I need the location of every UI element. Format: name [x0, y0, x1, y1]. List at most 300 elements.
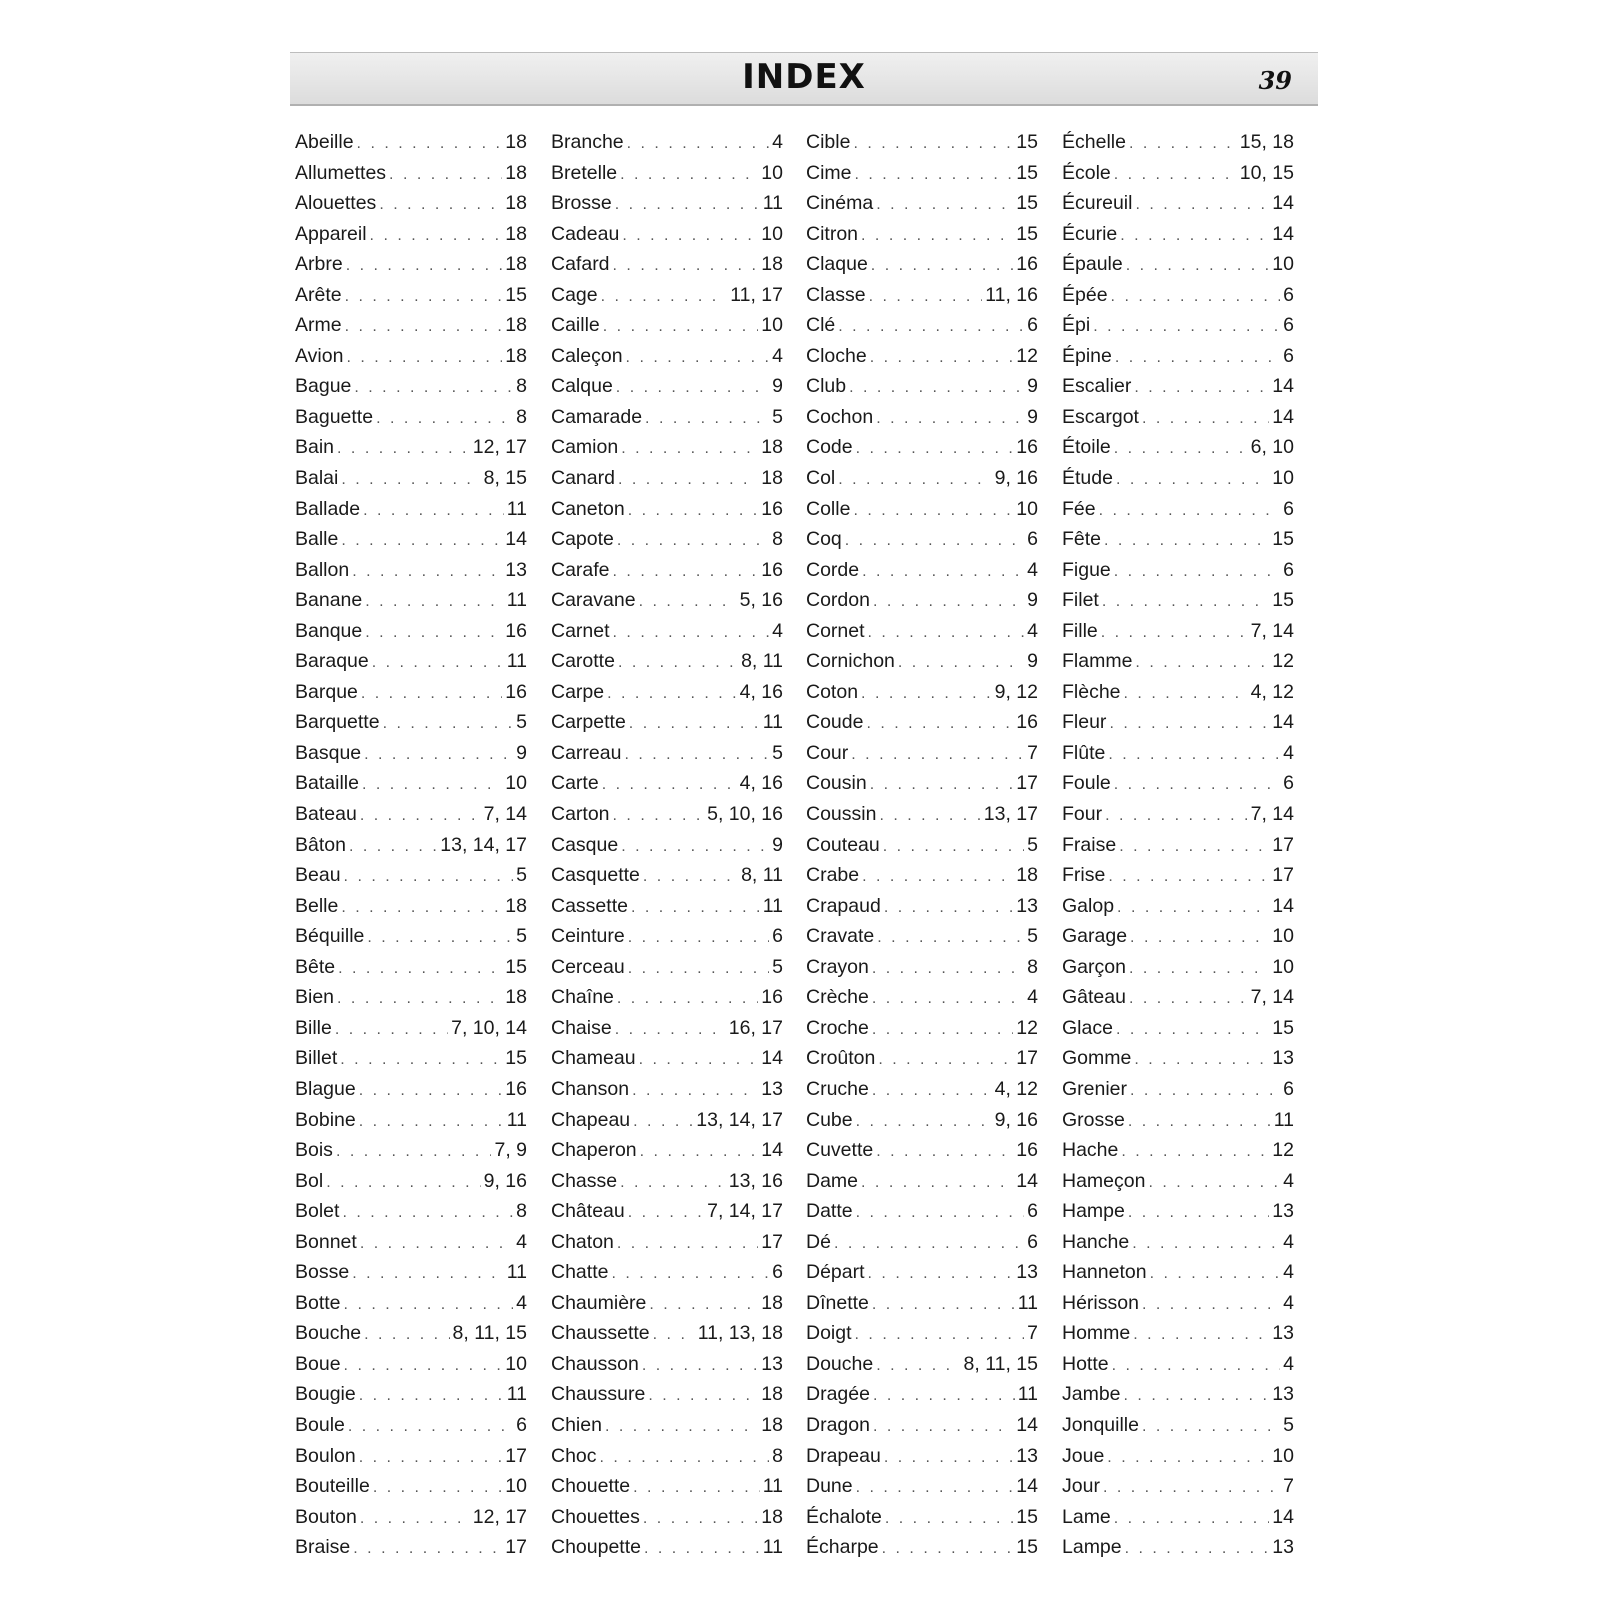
index-term: Alouettes	[295, 192, 377, 215]
index-entry	[295, 895, 527, 926]
index-term: Casque	[551, 833, 619, 856]
dot-leader	[1129, 135, 1237, 153]
index-entry	[551, 1322, 783, 1353]
dot-leader	[845, 532, 1024, 550]
index-page-refs: 14	[1016, 1475, 1038, 1498]
index-entry	[551, 162, 783, 193]
dot-leader	[1101, 624, 1248, 642]
index-entry	[1062, 1383, 1294, 1414]
index-entry	[1062, 192, 1294, 223]
index-entry	[806, 253, 1038, 284]
index-entry	[806, 1506, 1038, 1537]
dot-leader	[1124, 1387, 1270, 1405]
index-entry	[551, 498, 783, 529]
dot-leader	[389, 166, 502, 184]
index-page-refs: 9, 16	[994, 1108, 1038, 1131]
index-entry	[295, 803, 527, 834]
dot-leader	[346, 349, 502, 367]
index-term: Carpe	[551, 680, 605, 703]
index-page-refs: 16	[761, 986, 783, 1009]
index-entry	[806, 1414, 1038, 1445]
dot-leader	[1105, 807, 1248, 825]
index-entry	[1062, 131, 1294, 162]
index-page-refs: 16	[505, 619, 527, 642]
dot-leader	[340, 1051, 502, 1069]
index-entry	[806, 559, 1038, 590]
index-entry	[551, 864, 783, 895]
dot-leader	[1114, 776, 1280, 794]
dot-leader	[1129, 960, 1269, 978]
index-page-refs: 16	[505, 1077, 527, 1100]
index-term: Gomme	[1062, 1047, 1132, 1070]
dot-leader	[1134, 379, 1269, 397]
index-page-refs: 10	[1272, 955, 1294, 978]
index-page-refs: 14	[1272, 711, 1294, 734]
index-term: Allumettes	[295, 161, 387, 184]
index-page-refs: 13	[505, 558, 527, 581]
index-term: Arête	[295, 283, 342, 306]
dot-leader	[1121, 1143, 1269, 1161]
index-term: Hérisson	[1062, 1291, 1139, 1314]
index-entry	[806, 345, 1038, 376]
index-page-refs: 8	[772, 528, 783, 551]
dot-leader	[1112, 1357, 1281, 1375]
index-term: Cloche	[806, 344, 867, 367]
index-page-refs: 9	[772, 833, 783, 856]
index-term: Bol	[295, 1169, 324, 1192]
dot-leader	[336, 1143, 492, 1161]
dot-leader	[1142, 410, 1269, 428]
index-entry	[806, 956, 1038, 987]
index-entry	[295, 1322, 527, 1353]
index-term: Cafard	[551, 253, 610, 276]
index-entry	[1062, 1322, 1294, 1353]
index-term: Hotte	[1062, 1352, 1109, 1375]
index-entry	[806, 192, 1038, 223]
index-entry	[806, 1231, 1038, 1262]
index-term: Bosse	[295, 1261, 350, 1284]
dot-leader	[1099, 502, 1281, 520]
index-term: Chanson	[551, 1077, 630, 1100]
index-term: Cornet	[806, 619, 865, 642]
index-page-refs: 15	[1016, 1505, 1038, 1528]
index-page-refs: 13	[1016, 1261, 1038, 1284]
index-term: Caleçon	[551, 344, 623, 367]
index-entry	[1062, 1200, 1294, 1231]
index-page-refs: 11	[1017, 1383, 1038, 1406]
index-term: Croûton	[806, 1047, 876, 1070]
index-term: Crèche	[806, 986, 869, 1009]
index-page-refs: 4, 16	[739, 680, 783, 703]
dot-leader	[643, 1510, 758, 1528]
index-entry	[551, 375, 783, 406]
index-page-refs: 4	[772, 131, 783, 153]
index-page-refs: 18	[505, 344, 527, 367]
index-entry	[1062, 528, 1294, 559]
dot-leader	[633, 1479, 760, 1497]
dot-leader	[346, 257, 503, 275]
index-entry	[551, 711, 783, 742]
index-term: Ballade	[295, 497, 361, 520]
index-entry	[295, 1200, 527, 1231]
dot-leader	[1114, 166, 1237, 184]
index-entry	[295, 375, 527, 406]
index-entry	[806, 162, 1038, 193]
index-term: Bateau	[295, 803, 357, 826]
dot-leader	[871, 257, 1014, 275]
index-term: Douche	[806, 1352, 874, 1375]
index-page-refs: 18	[505, 222, 527, 245]
index-page-refs: 17	[761, 1230, 783, 1253]
index-page-refs: 6	[1283, 772, 1294, 795]
index-entry	[806, 834, 1038, 865]
index-entry	[295, 223, 527, 254]
index-entry	[295, 1383, 527, 1414]
index-term: Fée	[1062, 497, 1096, 520]
index-entry	[1062, 742, 1294, 773]
dot-leader	[644, 1540, 760, 1558]
dot-leader	[360, 1235, 513, 1253]
dot-leader	[884, 1449, 1013, 1467]
index-term: Canard	[551, 467, 615, 490]
index-term: Jambe	[1062, 1383, 1121, 1406]
index-term: Coton	[806, 680, 859, 703]
index-entry	[806, 1261, 1038, 1292]
index-page-refs: 8, 11, 15	[452, 1322, 527, 1345]
index-page-refs: 4, 16	[739, 772, 783, 795]
index-page-refs: 10	[1016, 497, 1038, 520]
dot-leader	[620, 166, 758, 184]
index-term: Chaîne	[551, 986, 614, 1009]
dot-leader	[1130, 1082, 1280, 1100]
index-page-refs: 15	[1272, 1016, 1294, 1039]
index-term: Couteau	[806, 833, 880, 856]
index-term: Hanche	[1062, 1230, 1130, 1253]
index-term: Bataille	[295, 772, 359, 795]
index-page-refs: 17	[505, 1444, 527, 1467]
index-term: Camarade	[551, 405, 643, 428]
index-term: Col	[806, 467, 836, 490]
dot-leader	[1114, 1510, 1270, 1528]
dot-leader	[628, 929, 769, 947]
index-page-refs: 18	[505, 986, 527, 1009]
index-term: Colle	[806, 497, 851, 520]
index-entry	[806, 436, 1038, 467]
index-entry	[1062, 1078, 1294, 1109]
index-entry	[295, 742, 527, 773]
dot-leader	[341, 899, 502, 917]
index-entry	[806, 1017, 1038, 1048]
index-term: Dame	[806, 1169, 859, 1192]
index-term: Lampe	[1062, 1536, 1122, 1559]
dot-leader	[376, 410, 513, 428]
index-term: Coussin	[806, 803, 877, 826]
index-term: Chaussure	[551, 1383, 646, 1406]
index-entry	[806, 1475, 1038, 1506]
dot-leader	[648, 1387, 758, 1405]
index-page-refs: 10	[1272, 253, 1294, 276]
dot-leader	[885, 1510, 1013, 1528]
index-entry	[1062, 1292, 1294, 1323]
dot-leader	[878, 1051, 1013, 1069]
index-page-refs: 4	[1027, 986, 1038, 1009]
dot-leader	[1142, 1418, 1280, 1436]
dot-leader	[615, 1021, 726, 1039]
dot-leader	[365, 593, 504, 611]
dot-leader	[876, 410, 1024, 428]
index-term: Classe	[806, 283, 866, 306]
index-entry	[295, 192, 527, 223]
index-term: Bretelle	[551, 161, 618, 184]
index-page-refs: 4	[1027, 558, 1038, 581]
index-page-refs: 8, 15	[483, 467, 527, 490]
index-page-refs: 12	[1272, 650, 1294, 673]
index-entry	[551, 1353, 783, 1384]
index-page-refs: 6	[1027, 1200, 1038, 1223]
index-entry	[1062, 162, 1294, 193]
dot-leader	[361, 685, 502, 703]
index-term: Caille	[551, 314, 600, 337]
index-entry	[551, 1292, 783, 1323]
index-page-refs: 18	[505, 253, 527, 276]
index-entry	[295, 925, 527, 956]
dot-leader	[342, 1204, 513, 1222]
dot-leader	[849, 379, 1024, 397]
index-term: Crayon	[806, 955, 869, 978]
index-page-refs: 16	[1016, 711, 1038, 734]
index-page-refs: 8	[1027, 955, 1038, 978]
index-term: Carafe	[551, 558, 610, 581]
index-term: Braise	[295, 1536, 351, 1559]
dot-leader	[624, 746, 769, 764]
dot-leader	[877, 929, 1024, 947]
index-term: Belle	[295, 894, 339, 917]
index-term: Calque	[551, 375, 613, 398]
dot-leader	[337, 990, 502, 1008]
index-term: Fleur	[1062, 711, 1107, 734]
index-term: Garage	[1062, 925, 1128, 948]
dot-leader	[856, 1479, 1014, 1497]
dot-leader	[870, 776, 1014, 794]
dot-leader	[883, 838, 1024, 856]
index-entry	[551, 803, 783, 834]
index-entry	[551, 406, 783, 437]
dot-leader	[856, 1113, 992, 1131]
index-entry	[295, 253, 527, 284]
index-page-refs: 11	[506, 1383, 527, 1406]
index-entry	[551, 1475, 783, 1506]
index-term: Bois	[295, 1139, 333, 1162]
dot-leader	[372, 654, 504, 672]
index-term: Chapeau	[551, 1108, 631, 1131]
index-term: Claque	[806, 253, 868, 276]
index-page-refs: 6	[1027, 528, 1038, 551]
dot-leader	[364, 1326, 449, 1344]
index-page-refs: 8	[772, 1444, 783, 1467]
index-term: Ceinture	[551, 925, 625, 948]
dot-leader	[611, 1265, 769, 1283]
index-term: Code	[806, 436, 853, 459]
index-page-refs: 15	[1016, 192, 1038, 215]
index-term: Écurie	[1062, 222, 1118, 245]
dot-leader	[603, 318, 759, 336]
index-term: Carpette	[551, 711, 626, 734]
index-entry	[806, 742, 1038, 773]
index-page-refs: 17	[1016, 772, 1038, 795]
index-term: Escalier	[1062, 375, 1132, 398]
index-column-4	[1062, 131, 1294, 1567]
index-entry	[1062, 772, 1294, 803]
index-entry	[295, 956, 527, 987]
dot-leader	[876, 1143, 1013, 1161]
index-term: Échelle	[1062, 131, 1126, 153]
index-page-refs: 6	[772, 1261, 783, 1284]
index-term: Chouette	[551, 1475, 631, 1498]
index-page-refs: 7, 14	[1250, 803, 1294, 826]
index-term: Chaperon	[551, 1139, 637, 1162]
dot-leader	[628, 960, 769, 978]
dot-leader	[360, 1510, 470, 1528]
index-page-refs: 11	[762, 894, 783, 917]
index-entry	[806, 1292, 1038, 1323]
index-term: Garçon	[1062, 955, 1126, 978]
index-term: Épi	[1062, 314, 1091, 337]
dot-leader	[602, 776, 737, 794]
index-page-refs: 16	[505, 680, 527, 703]
index-page-refs: 11, 17	[730, 283, 783, 306]
index-entry	[551, 253, 783, 284]
dot-leader	[898, 654, 1024, 672]
index-term: Choc	[551, 1444, 597, 1467]
index-term: Béquille	[295, 925, 365, 948]
index-page-refs: 4	[1027, 619, 1038, 642]
index-term: Dune	[806, 1475, 853, 1498]
index-term: Cuvette	[806, 1139, 874, 1162]
index-entry	[1062, 1506, 1294, 1537]
index-entry	[806, 1536, 1038, 1567]
index-page-refs: 8	[516, 375, 527, 398]
index-term: Barque	[295, 680, 358, 703]
index-term: Datte	[806, 1200, 853, 1223]
index-term: Jonquille	[1062, 1413, 1139, 1436]
index-term: Cime	[806, 161, 852, 184]
index-page-refs: 7, 9	[494, 1139, 527, 1162]
dot-leader	[873, 593, 1024, 611]
index-term: Drapeau	[806, 1444, 881, 1467]
index-page-refs: 14	[1016, 1413, 1038, 1436]
index-page-refs: 5	[516, 711, 527, 734]
index-page-refs: 13	[1272, 1383, 1294, 1406]
index-term: Joue	[1062, 1444, 1105, 1467]
index-page-refs: 4, 12	[994, 1077, 1038, 1100]
index-page-refs: 5	[1283, 1413, 1294, 1436]
dot-leader	[618, 471, 758, 489]
index-entry	[1062, 1261, 1294, 1292]
dot-leader	[879, 807, 980, 825]
dot-leader	[613, 563, 759, 581]
index-term: Flamme	[1062, 650, 1133, 673]
index-term: Crapaud	[806, 894, 881, 917]
dot-leader	[613, 807, 705, 825]
index-term: Cinéma	[806, 192, 874, 215]
index-page-refs: 13	[1016, 894, 1038, 917]
index-entry	[1062, 314, 1294, 345]
index-column-2	[551, 131, 783, 1567]
dot-leader	[856, 1204, 1025, 1222]
index-entry	[1062, 223, 1294, 254]
index-page-refs: 14	[1272, 375, 1294, 398]
dot-leader	[370, 227, 503, 245]
dot-leader	[359, 1113, 504, 1131]
dot-leader	[326, 1174, 480, 1192]
index-entry	[295, 284, 527, 315]
index-entry	[1062, 375, 1294, 406]
dot-leader	[629, 715, 760, 733]
index-header	[290, 52, 1318, 106]
index-entry	[551, 1078, 783, 1109]
index-term: Frise	[1062, 864, 1106, 887]
index-term: Chatte	[551, 1261, 609, 1284]
index-entry	[295, 1139, 527, 1170]
dot-leader	[1134, 1051, 1269, 1069]
index-entry	[1062, 986, 1294, 1017]
index-page-refs: 5	[516, 925, 527, 948]
index-term: Capote	[551, 528, 614, 551]
dot-leader	[362, 776, 502, 794]
dot-leader	[359, 1082, 503, 1100]
index-page-refs: 4, 12	[1250, 680, 1294, 703]
index-term: Grosse	[1062, 1108, 1125, 1131]
index-entry	[806, 1445, 1038, 1476]
dot-leader	[349, 838, 437, 856]
index-entry	[295, 528, 527, 559]
index-term: Baguette	[295, 405, 374, 428]
index-term: Chien	[551, 1413, 602, 1436]
dot-leader	[838, 471, 991, 489]
index-page-refs: 4	[516, 1230, 527, 1253]
index-term: Cochon	[806, 405, 874, 428]
index-term: Banane	[295, 589, 363, 612]
dot-leader	[352, 1265, 504, 1283]
index-term: Chaton	[551, 1230, 614, 1253]
index-page-refs: 15	[1016, 131, 1038, 153]
index-page-refs: 6, 10	[1250, 436, 1294, 459]
dot-leader	[354, 379, 513, 397]
index-term: Carte	[551, 772, 599, 795]
index-entry	[295, 1109, 527, 1140]
index-page-refs: 9, 12	[994, 680, 1038, 703]
index-entry	[551, 345, 783, 376]
index-term: Doigt	[806, 1322, 852, 1345]
index-page-refs: 7, 10, 14	[451, 1016, 527, 1039]
index-term: Gâteau	[1062, 986, 1126, 1009]
index-page-refs: 15	[1016, 161, 1038, 184]
index-entry	[551, 223, 783, 254]
index-page-refs: 14	[761, 1139, 783, 1162]
index-page-refs: 4	[516, 1291, 527, 1314]
index-entry	[295, 986, 527, 1017]
index-page-refs: 15	[1016, 222, 1038, 245]
dot-leader	[872, 960, 1024, 978]
index-term: Bobine	[295, 1108, 356, 1131]
index-term: Four	[1062, 803, 1103, 826]
dot-leader	[868, 1265, 1014, 1283]
index-term: Escargot	[1062, 405, 1139, 428]
index-entry	[1062, 1139, 1294, 1170]
index-page-refs: 9, 16	[483, 1169, 527, 1192]
dot-leader	[379, 196, 502, 214]
index-term: Cornichon	[806, 650, 895, 673]
